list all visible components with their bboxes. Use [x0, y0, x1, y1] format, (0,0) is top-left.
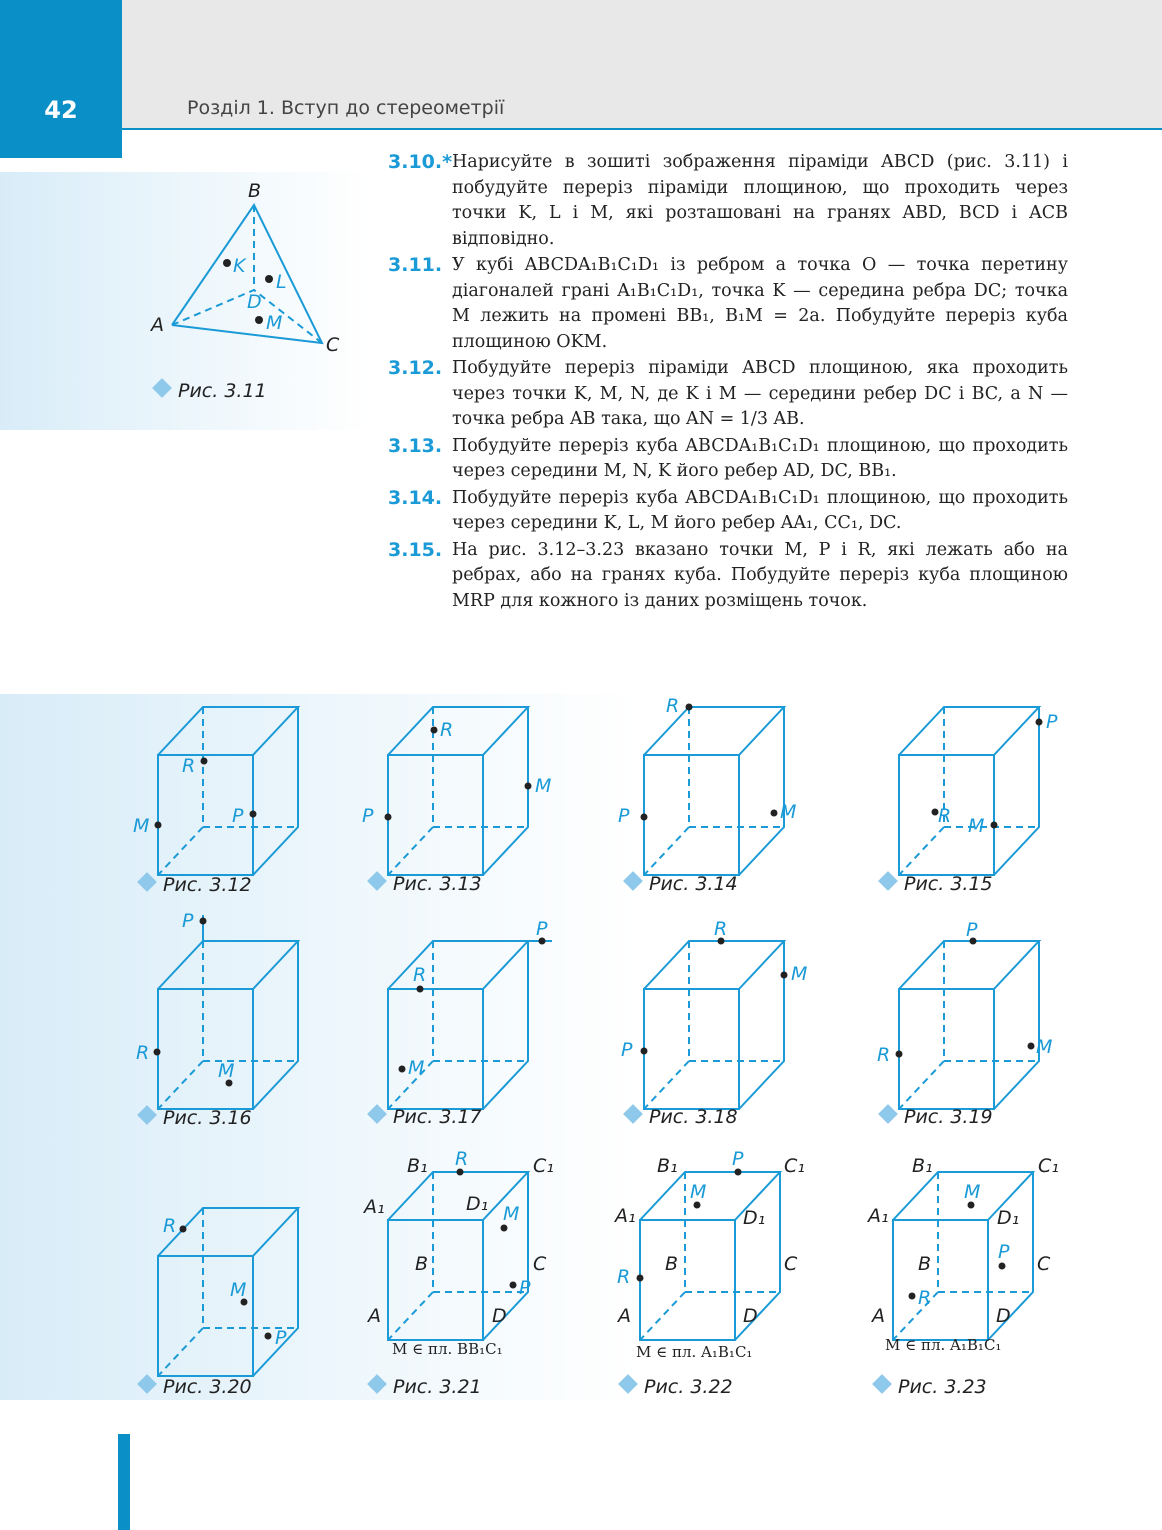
exercise-number: 3.10.*: [388, 151, 453, 173]
exercise-text: На рис. 3.12–3.23 вказано точки M, P і R, які лежать або на ребрах, або на гранях куба. Побудуйте переріз куба площиною MRP для кожного із даних розміщень точок.: [452, 539, 1068, 611]
label-M: M: [218, 1060, 235, 1082]
figure-note: M ∈ пл. A₁B₁C₁: [636, 1343, 753, 1361]
label-M: M: [690, 1181, 707, 1203]
label-M: M: [791, 963, 808, 985]
label-C: C: [533, 1253, 547, 1275]
label-C1: C₁: [533, 1155, 554, 1177]
label-D: D: [996, 1305, 1011, 1327]
label-D: D: [743, 1305, 758, 1327]
exercise-text: Побудуйте переріз куба ABCDA₁B₁C₁D₁ площиною, що проходить через середини M, N, K його ребер AD, DC, BB₁.: [452, 435, 1068, 481]
label-C1: C₁: [784, 1155, 805, 1177]
caption-3-13: Рис. 3.13: [393, 873, 482, 895]
label-C1: C₁: [1038, 1155, 1059, 1177]
label-P: P: [275, 1327, 287, 1349]
label-A: A: [151, 314, 164, 336]
figure-3-17: [367, 918, 552, 1128]
caption-3-15: Рис. 3.15: [904, 873, 993, 895]
figure-3-15: [878, 707, 1058, 895]
label-M: M: [968, 815, 985, 837]
label-M: M: [503, 1203, 520, 1225]
label-D1: D₁: [743, 1207, 766, 1229]
figure-3-16: [136, 910, 298, 1129]
label-B: B: [415, 1253, 429, 1275]
label-R: R: [877, 1044, 891, 1066]
figure-3-19: [877, 919, 1052, 1128]
label-P: P: [618, 805, 630, 827]
figure-3-20: [137, 1208, 298, 1398]
exercise-number: 3.11.: [388, 254, 443, 276]
page-number: 42: [44, 96, 78, 124]
caption-3-22: Рис. 3.22: [644, 1376, 733, 1398]
label-D: D: [247, 291, 262, 313]
exercise-text: Побудуйте переріз піраміди ABCD площиною, яка проходить через точки K, M, N, де K і M — середини ребер DC і BC, а N — точка ребра AB така, що AN = 1/3 AB.: [452, 358, 1068, 429]
figure-3-18: [621, 918, 807, 1128]
figure-note: M ∈ пл. A₁B₁C₁: [885, 1336, 1002, 1354]
label-A1: A₁: [615, 1205, 636, 1227]
label-A: A: [618, 1305, 631, 1327]
figure-3-23: [866, 1155, 1059, 1398]
label-M: M: [133, 815, 150, 837]
label-A: A: [872, 1305, 885, 1327]
label-B1: B₁: [407, 1155, 428, 1177]
caption-3-18: Рис. 3.18: [649, 1106, 738, 1128]
label-M: M: [408, 1057, 425, 1079]
label-M: M: [1036, 1036, 1053, 1058]
caption-3-16: Рис. 3.16: [163, 1107, 252, 1129]
label-R: R: [455, 1148, 469, 1170]
label-B: B: [665, 1253, 679, 1275]
label-R: R: [413, 964, 427, 986]
exercise-number: 3.14.: [388, 486, 443, 509]
figure-3-14: [618, 695, 796, 895]
label-D: D: [492, 1305, 507, 1327]
figure-3-13: [362, 707, 551, 895]
label-R: R: [617, 1266, 631, 1288]
label-A1: A₁: [364, 1196, 385, 1218]
label-R: R: [666, 695, 680, 717]
figure-3-11: [149, 180, 340, 402]
caption-3-21: Рис. 3.21: [393, 1376, 482, 1398]
label-D1: D₁: [466, 1193, 489, 1215]
caption-3-14: Рис. 3.14: [649, 873, 738, 895]
label-B1: B₁: [912, 1155, 933, 1177]
caption-3-17: Рис. 3.17: [393, 1106, 482, 1128]
exercise-text: Побудуйте переріз куба ABCDA₁B₁C₁D₁ площиною, що проходить через середини K, L, M його ребер AA₁, CC₁, DC.: [452, 487, 1068, 533]
label-P: P: [362, 805, 374, 827]
label-R: R: [714, 918, 728, 940]
exercise-text: Нарисуйте в зошиті зображення піраміди ABCD (рис. 3.11) і побудуйте переріз піраміди площиною, що проходить через точки K, L і M, які розташовані на гранях ABD, BCD і ACB відповідно.: [452, 152, 1068, 249]
label-R: R: [182, 755, 196, 777]
label-P: P: [621, 1039, 633, 1061]
figure-note: M ∈ пл. BB₁C₁: [392, 1340, 503, 1358]
chapter-title: Розділ 1. Вступ до стереометрії: [187, 97, 505, 119]
label-P: P: [732, 1148, 744, 1170]
label-P: P: [966, 919, 978, 941]
label-B: B: [248, 180, 262, 202]
label-M: M: [230, 1279, 247, 1301]
caption-3-20: Рис. 3.20: [163, 1376, 252, 1398]
label-M: M: [266, 312, 283, 334]
label-P: P: [519, 1277, 531, 1299]
figure-3-12: [133, 707, 298, 896]
exercise-number: 3.15.: [388, 538, 443, 561]
label-P: P: [536, 918, 548, 940]
label-R: R: [918, 1287, 932, 1309]
label-P: P: [998, 1241, 1010, 1263]
label-R: R: [163, 1215, 177, 1237]
label-B: B: [918, 1253, 932, 1275]
caption-3-23: Рис. 3.23: [898, 1376, 987, 1398]
label-D1: D₁: [997, 1207, 1020, 1229]
label-K: K: [233, 255, 246, 277]
label-B1: B₁: [657, 1155, 678, 1177]
label-M: M: [535, 775, 552, 797]
exercise-number: 3.12.: [388, 357, 443, 379]
label-L: L: [276, 271, 287, 293]
label-R: R: [136, 1042, 150, 1064]
caption-3-19: Рис. 3.19: [904, 1106, 993, 1128]
exercise-number: 3.13.: [388, 434, 443, 457]
label-C: C: [326, 334, 340, 356]
figure-3-22: [613, 1148, 805, 1398]
label-R: R: [440, 719, 454, 741]
figure-3-21: [362, 1148, 554, 1398]
label-C: C: [784, 1253, 798, 1275]
label-P: P: [232, 805, 244, 827]
label-P: P: [182, 910, 194, 932]
label-A1: A₁: [868, 1205, 889, 1227]
label-C: C: [1037, 1253, 1051, 1275]
caption-3-11: Рис. 3.11: [178, 380, 267, 402]
label-M: M: [964, 1181, 981, 1203]
label-A: A: [368, 1305, 381, 1327]
label-M: M: [780, 801, 797, 823]
exercise-text: У кубі ABCDA₁B₁C₁D₁ із ребром a точка O — точка перетину діагоналей грані A₁B₁C₁D₁, точка K — середина ребра DC; точка M лежить на промені BB₁, B₁M = 2a. Побудуйте переріз куба площиною OKM.: [452, 255, 1068, 352]
label-R: R: [938, 805, 952, 827]
label-P: P: [1046, 711, 1058, 733]
caption-3-12: Рис. 3.12: [163, 874, 252, 896]
